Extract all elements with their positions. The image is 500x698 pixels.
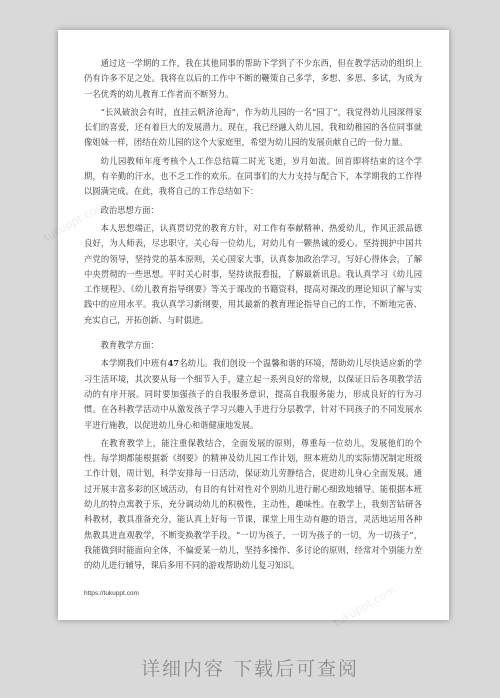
paragraph: 本人思想端正，认真贯切党的教育方针，对工作有奉献精神、热爱幼儿，作风正派品德良好，为人师表，尽忠职守，关心每一位幼儿，对幼儿有一颗热诚的爱心。坚持拥护中国共产党的领导，坚持党的基本原则，关心国家大事，认真参加政治学习，写好心得体会，了解中央贯彻的一些思想。平时关心时事，坚持读报看报，了解最新讯息。我认真学习《幼儿园工作规程》、《幼儿教育指导纲要》等关于课改的书籍资料，提高对课改的理论知识了解与实践中的应用水平。我认真学习新纲要，用其最新的教育理论指导自己的工作，不断地完善、充实自己，开拓创新、与时俱进。: [84, 222, 422, 325]
section-heading: 教育教学方面：: [100, 340, 159, 351]
document-page: [58, 30, 449, 620]
paragraph: 通过这一学期的工作，我在其他同事的帮助下学到了不少东西，但在教学活动的组织上仍有许多不足之处。我将在以后的工作中不断的鞭策自己多学，多想、多思、多试，为成为一名优秀的幼儿教育工作者而不断努力。: [84, 58, 422, 99]
section-heading: 政治思想方面：: [100, 204, 159, 215]
paragraph-text: 名幼儿。我们创设一个温馨和谐的环境，帮助幼儿尽快适应新的学习生活环境，其次要从每一个细节入手，建立起一系列良好的常规，以保证日后各项教学活动的有序开展。同时要加强孩子的自我服务意识，提高自我服务能力，形成良好的行为习惯。在各科教学活动中从激发孩子学习兴趣入手进行分层教学，针对不同孩子的不同发展水平进行施教，以促进幼儿身心和谐健康地发展。: [84, 358, 422, 430]
footer-url[interactable]: https://tukuppt.com: [84, 590, 139, 597]
document-body: [84, 56, 422, 577]
child-count: 47: [167, 358, 180, 369]
download-caption: 详细内容 下载后可查阅: [140, 658, 360, 680]
paragraph: “长风破浪会有时，直挂云帆济沧海”，作为幼儿园的一名“园丁”，我觉得幼儿园深得家长们的喜爱，还有着巨大的发展潜力。现在，我已经融入幼儿园，我和幼稚园的各位同事就像姐妹一样，团结在幼儿园的这个大家庭里，希望为幼儿园的发展贡献自己的一份力量。: [84, 106, 422, 148]
paragraph: 在教育教学上，能注重保教结合，全面发展的原则，尊重每一位幼儿，发展他们的个性。每学期都能根据新《纲要》的精神及幼儿园工作计划，照本班幼儿的实际情况制定班级工作计划，周计划，科学安排每一日活动，保证幼儿劳静结合，促进幼儿身心全面发展。通过开展丰富多彩的区域活动，有目的有针对性对个别幼儿进行耐心细致地辅导。能根据本班幼儿的特点寓教于乐，充分调动幼儿的积极性，主动性，趣味性。在教学上，我刻苦钻研各科教材，教具准备充分，能认真上好每一节课，课堂上用生动有趣的语言，灵活地运用各种焦教具进直观教学，不断变换教学手段。“一切为孩子，一切为孩子的一切，为一切孩子”，我能做到时能面向全体，不偏爱某一幼儿，坚持多操作、多讨论的原则，经常对个别能力差的幼儿进行辅导，课后多用不同的游戏帮助幼儿复习知识。: [84, 437, 422, 571]
paragraph: 幼儿园教师年度考核个人工作总结篇二时光飞逝，岁月如流。回首即将结束的这个学期，有辛勤的汗水，也不乏工作的欢乐。在同事们的大力支持与配合下，本学期我的工作得以圆满完成。在此，我将自己的工作总结如下：: [84, 155, 422, 197]
paragraph: [84, 356, 422, 432]
paragraph-text: 本学期我们中班有: [100, 358, 168, 369]
